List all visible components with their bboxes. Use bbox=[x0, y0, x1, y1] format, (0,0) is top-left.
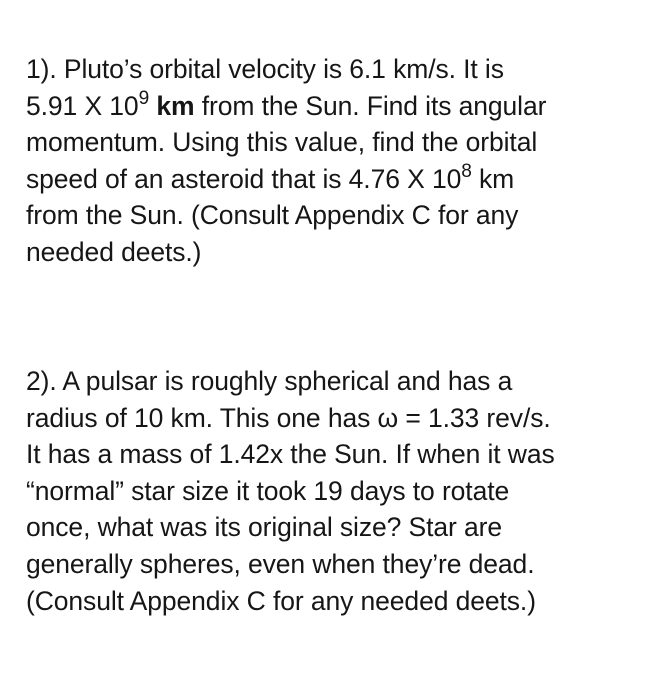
problem-2-line-7: (Consult Appendix C for any needed deets.) bbox=[26, 585, 536, 616]
distance-unit: km bbox=[156, 90, 195, 121]
problem-1-line-4: speed of an asteroid that is 4.76 X $10^8$ km bbox=[26, 161, 515, 194]
problem-2-line-6: generally spheres, even when they’re dead. bbox=[26, 548, 535, 579]
problem-1-line-6: needed deets.) bbox=[26, 236, 202, 267]
distance-exponent: 9 bbox=[138, 88, 150, 110]
problem-1-line-2: 5.91 X $10^9$ km from the Sun. Find its angular bbox=[26, 88, 547, 121]
problem-2-line-1: 2). A pulsar is roughly spherical and has a bbox=[26, 366, 513, 396]
problem-2-line-4: “normal” star size it took 19 days to rotate bbox=[26, 475, 510, 506]
problem-2-line-2: radius of 10 km. This one has ω = 1.33 rev/s. bbox=[26, 402, 551, 433]
problem-1-line-3: momentum. Using this value, find the orbital bbox=[26, 127, 538, 158]
problem-2-line-5: once, what was its original size? Star are bbox=[26, 512, 502, 543]
problem-1-line-5: from the Sun. (Consult Appendix C for any bbox=[26, 200, 519, 231]
problem-2-text bbox=[26, 363, 626, 619]
problem-2-line-3: It has a mass of 1.42x the Sun. If when it was bbox=[26, 439, 555, 470]
problem-1-text bbox=[26, 51, 626, 271]
asteroid-distance-exponent: 8 bbox=[461, 161, 472, 183]
distance-mantissa: 5.91 X 10 bbox=[26, 90, 139, 121]
problem-1-line-1: 1). Pluto’s orbital velocity is 6.1 km/s. It is bbox=[26, 54, 504, 84]
